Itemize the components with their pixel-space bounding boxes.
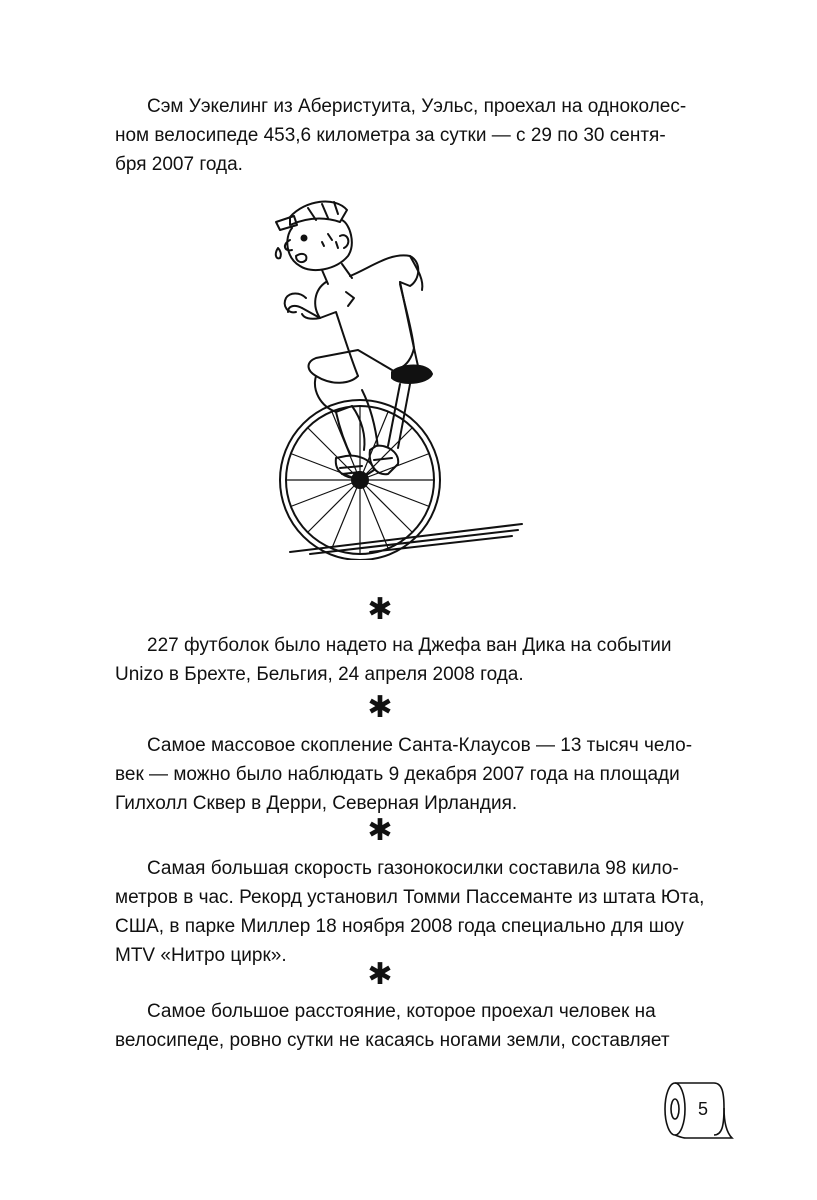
paragraph-line: Самое массовое скопление Санта-Клаусов — 13 тысяч чело- <box>147 735 693 756</box>
man-on-unicycle-illustration <box>250 180 550 560</box>
paragraph-line: MTV «Нитро цирк». <box>115 945 287 966</box>
separator-asterisk: ✱ <box>367 592 393 627</box>
paragraph-line: Самое большое расстояние, которое проехал человек на <box>147 1001 656 1022</box>
paragraph-line: велосипеде, ровно сутки не касаясь ногами земли, составляет <box>115 1030 670 1051</box>
paragraph-1 <box>115 92 687 179</box>
paragraph-line: США, в парке Миллер 18 ноября 2008 года специально для шоу <box>115 916 684 937</box>
separator-asterisk: ✱ <box>367 957 393 992</box>
paragraph-line: Самая большая скорость газонокосилки составила 98 кило- <box>147 858 679 879</box>
paragraph-line: ном велосипеде 453,6 километра за сутки — с 29 по 30 сентя- <box>115 125 666 146</box>
paragraph-line: Гилхолл Сквер в Дерри, Северная Ирландия. <box>115 793 518 814</box>
paragraph-4 <box>115 854 705 970</box>
paragraph-3 <box>115 731 693 818</box>
separator-asterisk: ✱ <box>367 690 393 725</box>
separator-asterisk: ✱ <box>367 813 393 848</box>
paragraph-line: Unizo в Брехте, Бельгия, 24 апреля 2008 года. <box>115 664 524 685</box>
paragraph-5 <box>115 997 670 1055</box>
paragraph-line: бря 2007 года. <box>115 154 243 175</box>
paragraph-line: метров в час. Рекорд установил Томми Пассеманте из штата Юта, <box>115 887 705 908</box>
paragraph-line: Сэм Уэкелинг из Аберистуита, Уэльс, проехал на одноколес- <box>147 96 687 117</box>
paragraph-line: 227 футболок было надето на Джефа ван Дика на событии <box>147 635 672 656</box>
page-number: 5 <box>697 1099 708 1119</box>
paragraph-2 <box>115 631 672 689</box>
paragraph-line: век — можно было наблюдать 9 декабря 2007 года на площади <box>115 764 680 785</box>
